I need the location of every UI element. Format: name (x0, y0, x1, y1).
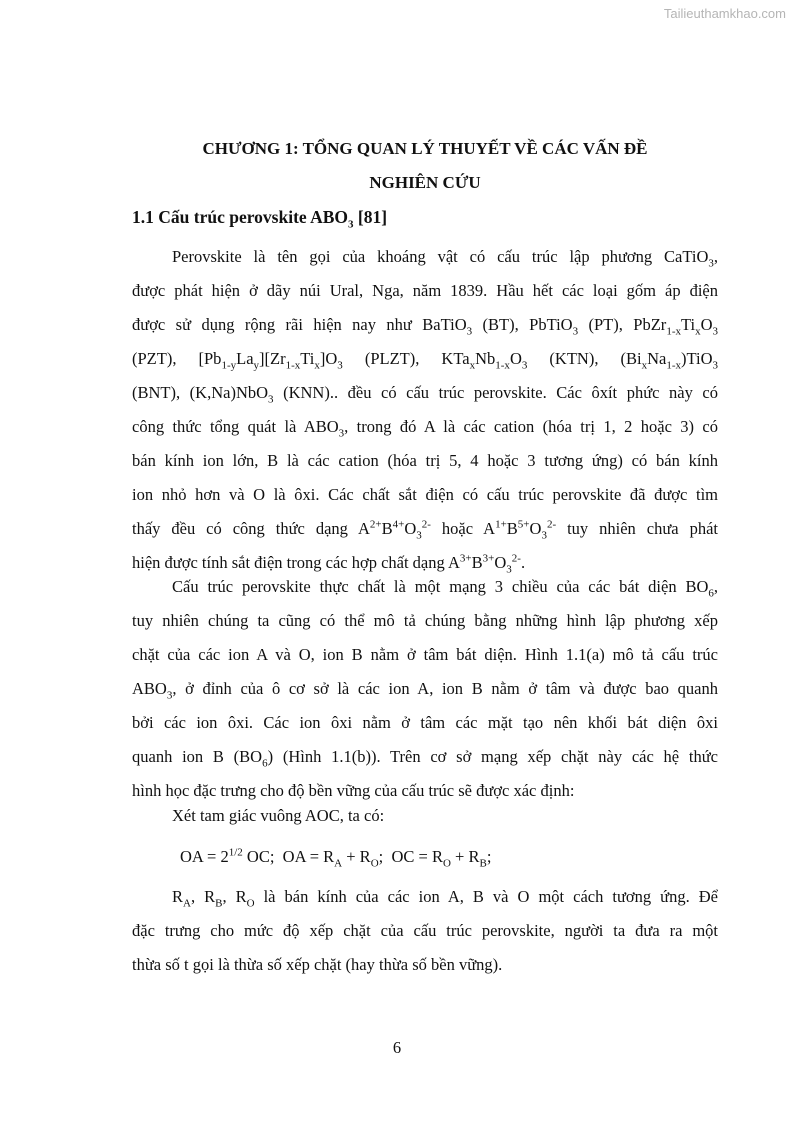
paragraph-2: Cấu trúc perovskite thực chất là một mạng 3 chiều của các bát diện $BO_6$, tuy nhiên chúng ta cũng có thể mô tả chúng bằng những hình lập phương xếp chặt của các ion A và O, ion B nằm ở tâm bát diện. Hình 1.1(a) mô tả cấu trúc $ABO_3$, ở đỉnh của ô cơ sở là các ion A, ion B nằm ở tâm và được bao quanh bởi các ion ôxi. Các ion ôxi nằm ở tâm các mặt tạo nên khối bát diện ôxi quanh ion B $(BO_6)$ (Hình 1.1(b)). Trên cơ sở mạng xếp chặt này các hệ thức hình học đặc trưng cho độ bền vững của cấu trúc sẽ được xác định: (132, 577, 718, 800)
watermark: Tailieuthamkhao.com (663, 6, 786, 21)
equation: OA = $2^{1/2}$ OC; OA = $R_A + R_O$; OC = $R_O + R_B$; (180, 846, 492, 870)
paragraph-4: $R_A$, $R_B$, $R_O$ là bán kính của các ion A, B và O một cách tương ứng. Để đặc trưng cho mức độ xếp chặt của cấu trúc perovskite, người ta đưa ra một thừa số t gọi là thừa số xếp chặt (hay thừa số bền vững). (132, 887, 718, 974)
chapter-title-line1: CHƯƠNG 1: TỔNG QUAN LÝ THUYẾT VỀ CÁC VẤN ĐỀ (202, 139, 648, 158)
page-number: 6 (392, 1038, 402, 1057)
section-heading: 1.1 Cấu trúc perovskite $ABO_3$ [81] (132, 207, 388, 231)
chapter-title-line2: NGHIÊN CỨU (369, 173, 481, 192)
chapter-title (132, 132, 718, 200)
paragraph-1: Perovskite là tên gọi của khoáng vật có cấu trúc lập phương CaTiO$_3$, được phát hiện ở dãy núi Ural, Nga, năm 1839. Hầu hết các loại gốm áp điện được sử dụng rộng rãi hiện nay như BaTiO$_3$ (BT), PbTiO$_3$ (PT), $PbZr_{1-x}Ti_xO_3$ (PZT), $[Pb_{1-y}La_y][Zr_{1-x}Ti_x]O_3$ (PLZT), $KTa_xNb_{1-x}O_3$ (KTN), $(Bi_xNa_{1-x})TiO_3$ (BNT), (K,Na)NbO$_3$ (KNN).. đều có cấu trúc perovskite. Các ôxít phức này có công thức tổng quát là $ABO_3$, trong đó A là các cation (hóa trị 1, 2 hoặc 3) có bán kính ion lớn, B là các cation (hóa trị 5, 4 hoặc 3 tương ứng) có bán kính ion nhỏ hơn và O là ôxi. Các chất sắt điện có cấu trúc perovskite đã được tìm thấy đều có công thức dạng $A^{2+}B^{4+}O_3^{2-}$ hoặc $A^{1+}B^{5+}O_3^{2-}$ tuy nhiên chưa phát hiện được tính sắt điện trong các hợp chất dạng $A^{3+}B^{3+}O_3^{2-}$. (132, 247, 719, 576)
paragraph-3: Xét tam giác vuông AOC, ta có: (172, 806, 385, 825)
